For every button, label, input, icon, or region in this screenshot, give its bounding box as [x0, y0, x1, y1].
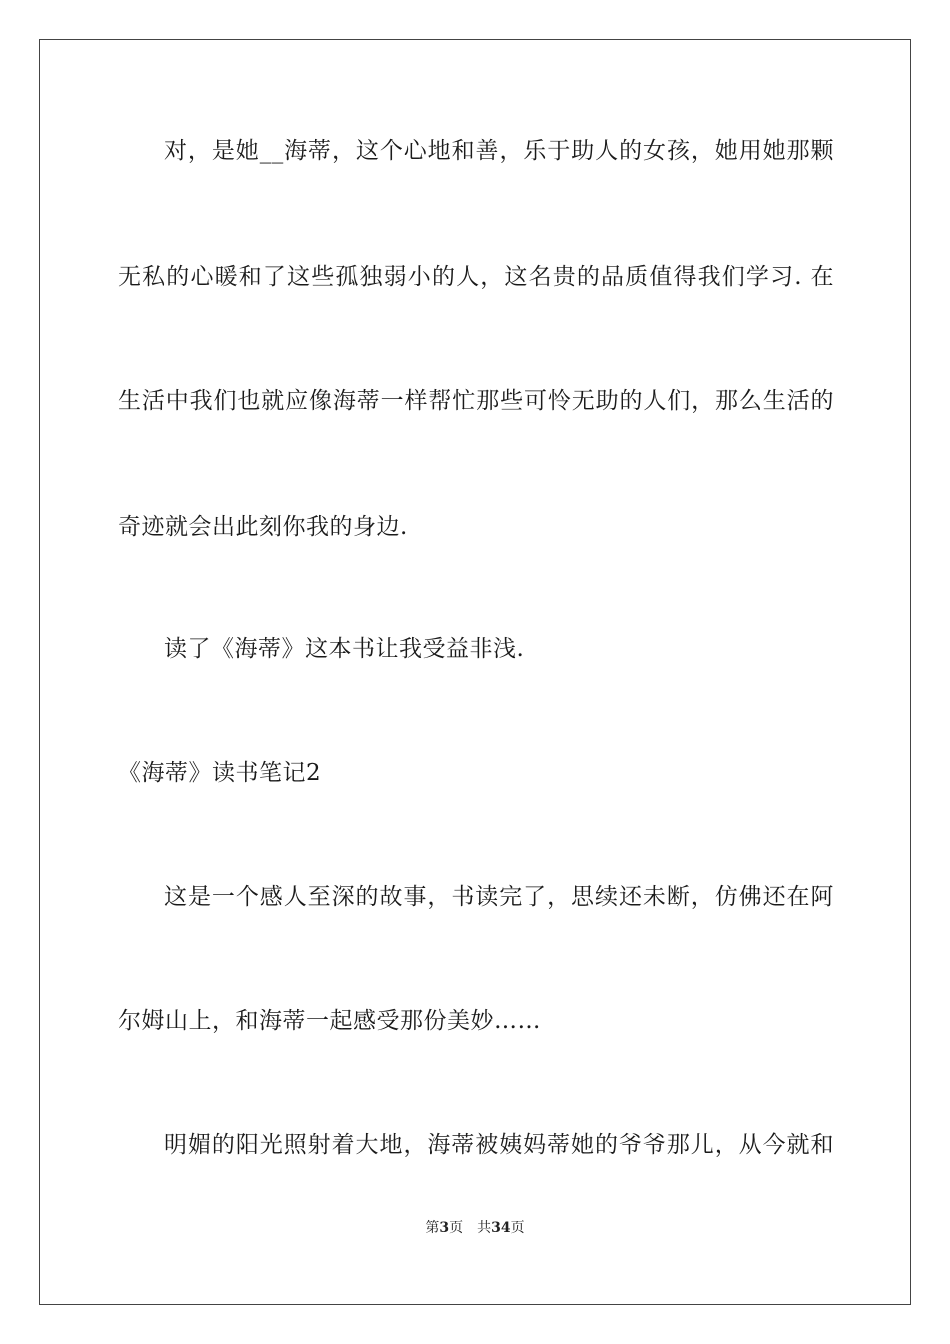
- footer-total-pages: 34: [491, 1220, 511, 1236]
- page-border: [39, 39, 911, 1305]
- paragraph-line-5: 读了《海蒂》这本书让我受益非浅.: [164, 636, 525, 662]
- paragraph-line-1: 对，是她__海蒂，这个心地和善，乐于助人的女孩，她用她那颗: [164, 138, 834, 164]
- paragraph-line-7: 尔姆山上，和海蒂一起感受那份美妙……: [118, 1008, 541, 1034]
- paragraph-line-2: 无私的心暖和了这些孤独弱小的人，这名贵的品质值得我们学习. 在: [118, 264, 834, 290]
- paragraph-line-6: 这是一个感人至深的故事，书读完了，思续还未断，仿佛还在阿: [164, 884, 834, 910]
- paragraph-line-8: 明媚的阳光照射着大地，海蒂被姨妈蒂她的爷爷那儿，从今就和: [164, 1132, 834, 1158]
- footer-page-number: 3: [439, 1220, 450, 1236]
- section-heading: 《海蒂》读书笔记2: [118, 760, 322, 786]
- footer-total-prefix: 共: [477, 1220, 492, 1236]
- footer-page-prefix: 第: [425, 1220, 440, 1236]
- footer-total-suffix: 页: [510, 1220, 525, 1236]
- paragraph-line-4: 奇迹就会出此刻你我的身边.: [118, 514, 408, 540]
- page-footer: [0, 1218, 950, 1238]
- paragraph-line-3: 生活中我们也就应像海蒂一样帮忙那些可怜无助的人们，那么生活的: [118, 388, 834, 414]
- footer-page-suffix: 页: [449, 1220, 464, 1236]
